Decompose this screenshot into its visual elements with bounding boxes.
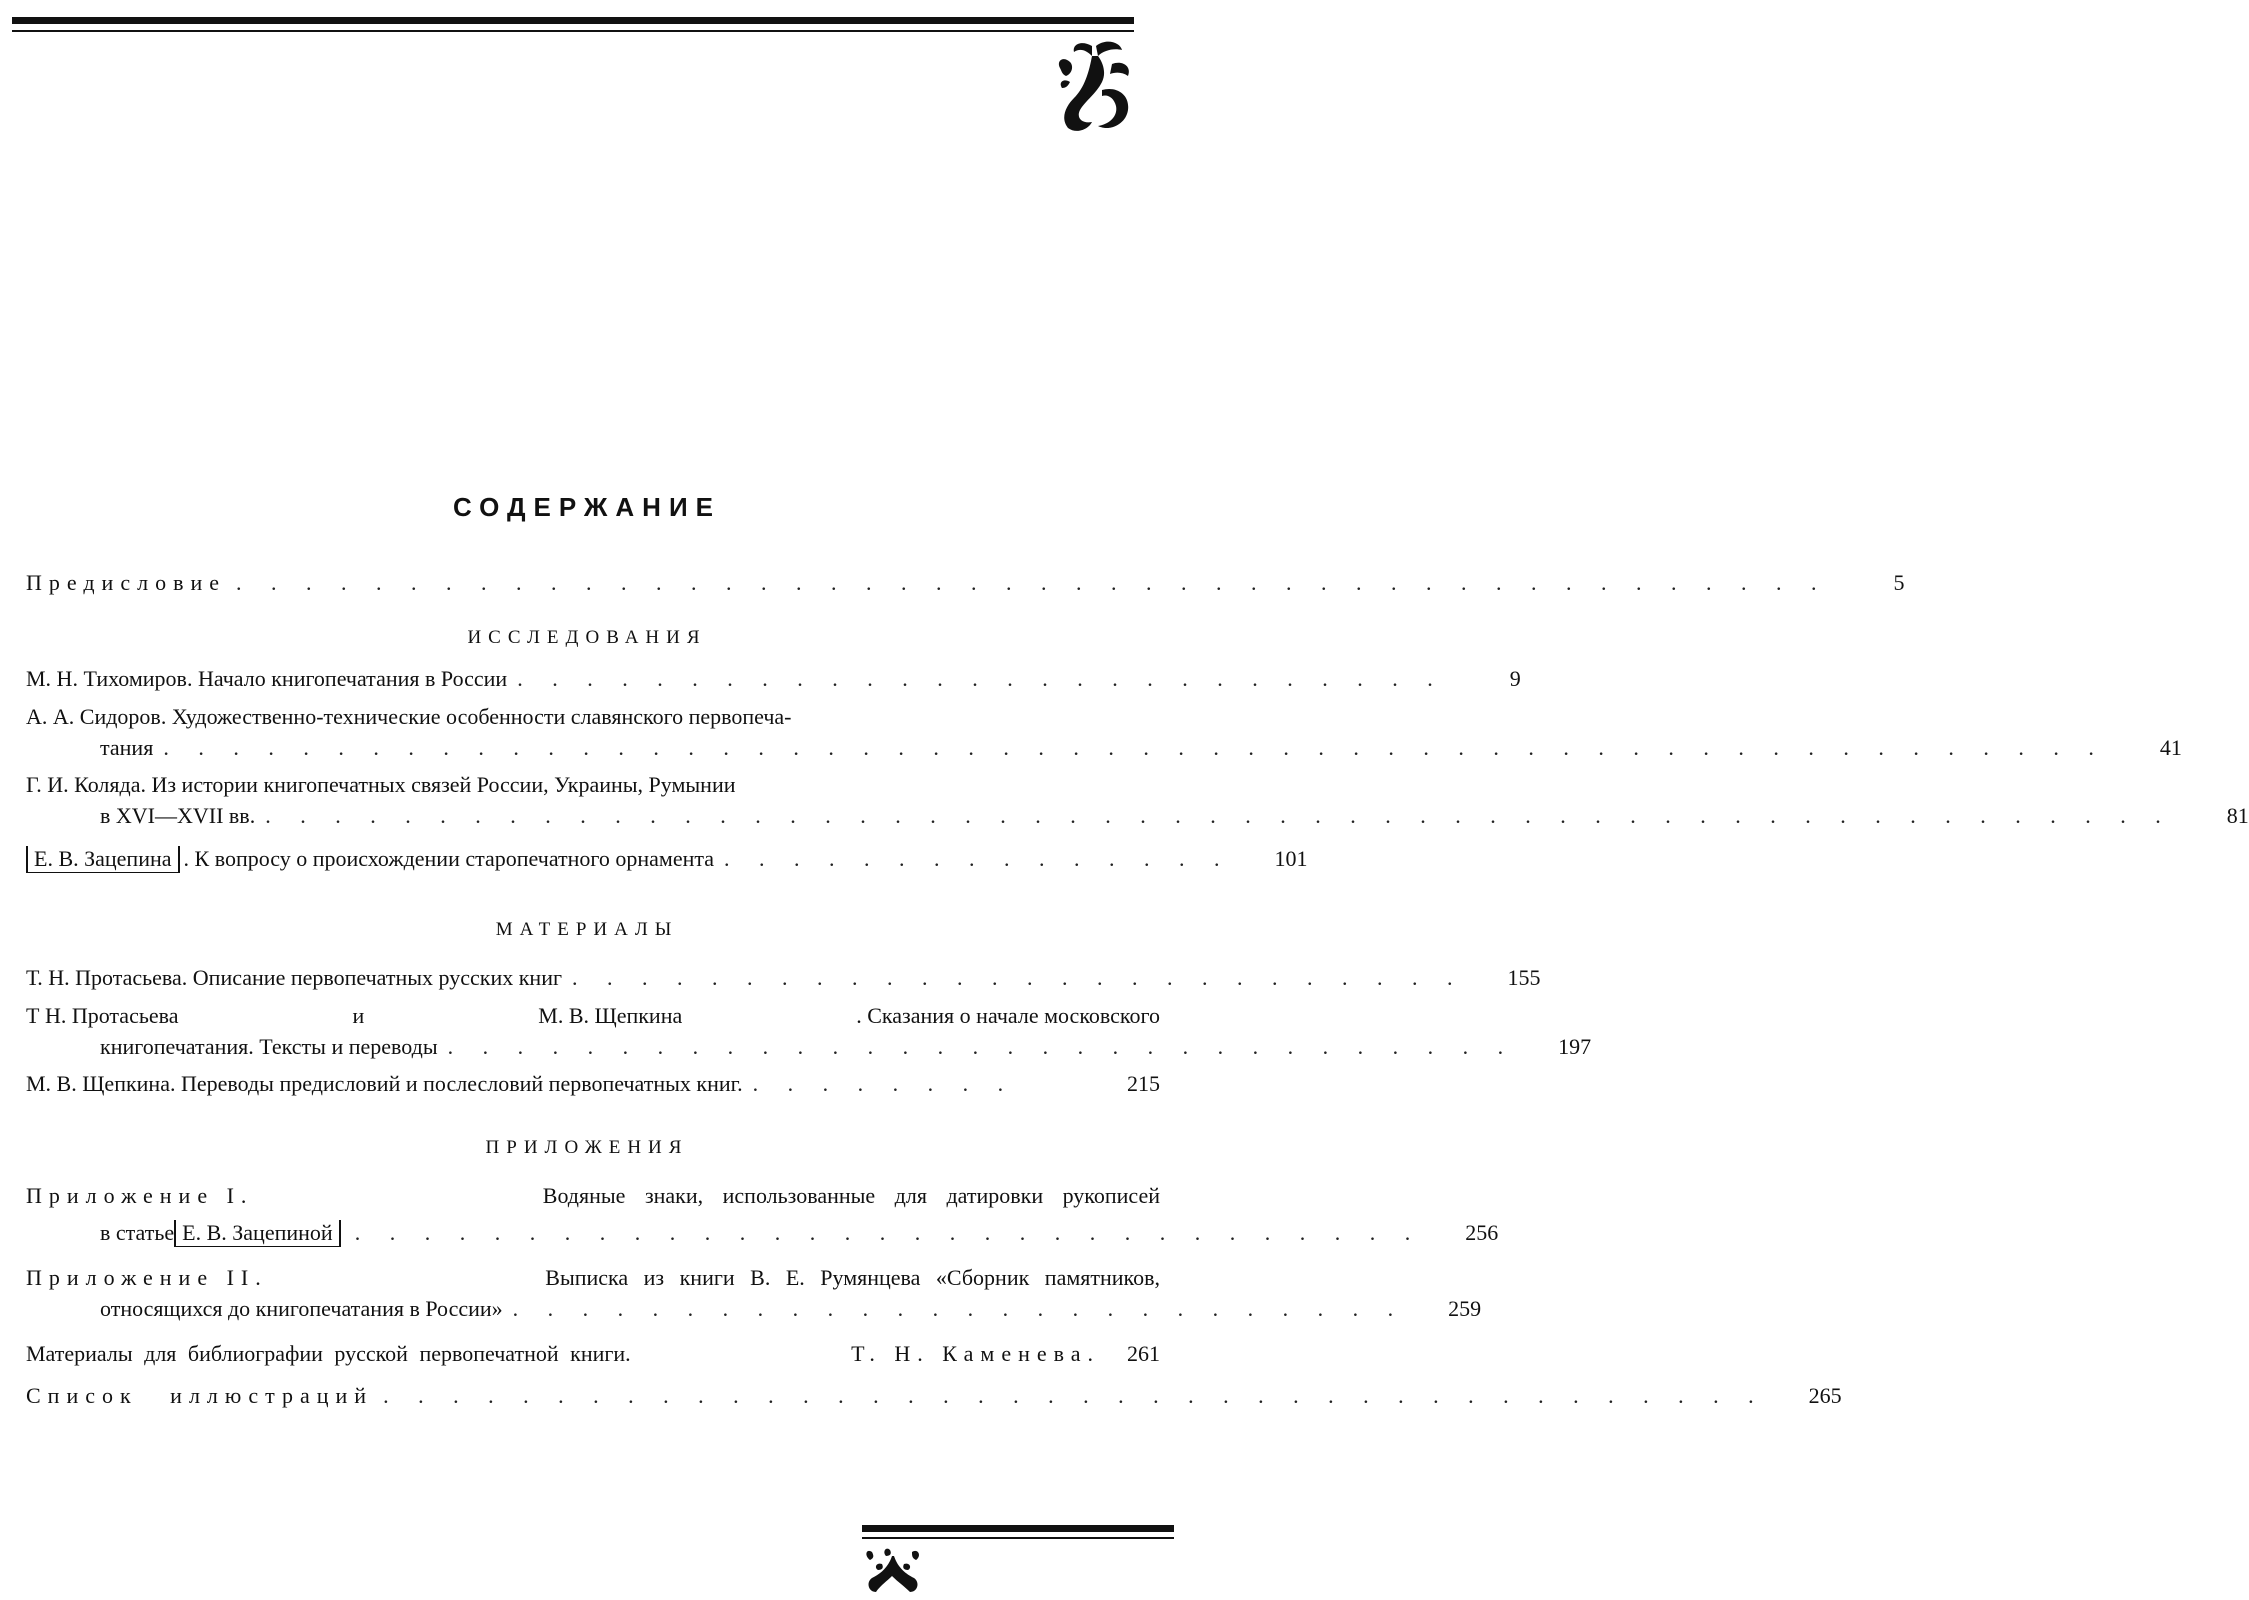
toc-entry-protasyeva[interactable] — [26, 965, 1541, 995]
boxed-author: Е. В. Зацепина — [26, 846, 180, 873]
entry-conjunction: и — [352, 1003, 365, 1028]
leader-dots: . . . . . . . . . . . . . . . . . . . . . . . . . . . — [517, 666, 1445, 691]
toc-entry-bibliography[interactable] — [26, 1341, 1160, 1371]
entry-title: . К вопросу о происхождении старопечатного орнамента — [183, 846, 715, 871]
entry-author-b: М. В. Щепкина — [538, 1003, 683, 1028]
toc-entry-preface[interactable] — [26, 570, 1905, 600]
leader-dots: . . . . . . . . . . . . . . . . . . . . . . . . . . . . . . . . . . . . . . . . . . . . . . . . . . . . . . . — [265, 803, 2173, 828]
entry-title: . Начало книгопечатания в России — [186, 666, 508, 691]
entry-author: Т. Н. Каменева. — [851, 1341, 1100, 1366]
entry-author: Г. И. Коляда — [26, 772, 141, 797]
toc-entry-kolyada-cont[interactable] — [100, 803, 2249, 833]
entry-title: Предисловие — [26, 570, 226, 595]
page-number: 261 — [1127, 1341, 1160, 1366]
toc-entry-protasyeva-shchepkina[interactable] — [26, 1003, 1160, 1033]
toc-entry-appendix-1-cont[interactable] — [100, 1220, 1499, 1250]
leader-dots: . . . . . . . . . . . . . . . — [724, 846, 1232, 871]
leader-dots: . . . . . . . . . . . . . . . . . . . . . . . . . . . . . . . — [354, 1220, 1423, 1245]
toc-entry-sidorov[interactable] — [26, 704, 1160, 734]
entry-title: Материалы для библиографии русской первопечатной книги. — [26, 1341, 631, 1366]
toc-entry-protasyeva-shchepkina-cont[interactable] — [100, 1034, 1592, 1064]
entry-title-cont: в XVI—XVII вв. — [100, 803, 256, 828]
toc-entry-illustrations[interactable] — [26, 1383, 1842, 1413]
entry-title-cont: тания — [100, 735, 154, 760]
page-number: 101 — [1274, 846, 1308, 871]
entry-title: Водяные знаки, использованные для датировки рукописей — [542, 1183, 1160, 1208]
bottom-rule-thin — [862, 1537, 1174, 1539]
leader-dots: . . . . . . . . . . . . . . . . . . . . . . . . . . — [572, 965, 1465, 990]
leader-dots: . . . . . . . . . . . . . . . . . . . . . . . . . . . . . . . . . . . . . . . . . . . . . . . . . . . . . . . . — [163, 735, 2106, 760]
boxed-author: Е. В. Зацепиной — [174, 1220, 341, 1247]
leader-dots: . . . . . . . . . . . . . . . . . . . . . . . . . . . . . . . . . . . . . . . . — [383, 1383, 1766, 1408]
page-number: 81 — [2226, 803, 2249, 828]
section-heading-research: ИССЛЕДОВАНИЯ — [467, 627, 707, 648]
top-rule-thin — [12, 30, 1134, 32]
section-heading-materials: МАТЕРИАЛЫ — [495, 919, 679, 940]
page-number: 256 — [1465, 1220, 1499, 1245]
toc-entry-sidorov-cont[interactable] — [100, 735, 2182, 765]
page-number: 9 — [1509, 666, 1521, 691]
entry-label: Приложение II. — [26, 1265, 268, 1290]
entry-author: М. Н. Тихомиров — [26, 666, 187, 691]
entry-title: . Художественно-технические особенности славянского первопеча- — [160, 704, 792, 729]
entry-title-cont: относящихся до книгопечатания в России» — [100, 1296, 503, 1321]
entry-title: Выписка из книги В. Е. Румянцева «Сборник памятников, — [545, 1265, 1160, 1290]
top-rule-thick — [12, 17, 1134, 24]
entry-author: А. А. Сидоров — [26, 704, 161, 729]
entry-author: Т. Н. Протасьева — [26, 965, 182, 990]
entry-title-cont: в статье — [100, 1220, 175, 1245]
entry-title-cont: книгопечатания. Тексты и переводы — [100, 1034, 438, 1059]
page-title: СОДЕРЖАНИЕ — [453, 492, 721, 522]
page-number: 155 — [1507, 965, 1541, 990]
bottom-rule-thick — [862, 1525, 1174, 1532]
section-heading-appendices: ПРИЛОЖЕНИЯ — [485, 1137, 689, 1158]
entry-title: . Из истории книгопечатных связей России, Украины, Румынии — [140, 772, 736, 797]
page-number: 215 — [1127, 1071, 1160, 1096]
entry-title: . Сказания о начале московского — [856, 1003, 1160, 1028]
toc-entry-appendix-2[interactable] — [26, 1265, 1160, 1295]
page-number: 197 — [1558, 1034, 1592, 1059]
entry-title: Список иллюстраций — [26, 1383, 374, 1408]
entry-label: Приложение I. — [26, 1183, 254, 1208]
page-number: 259 — [1448, 1296, 1482, 1321]
toc-entry-kolyada[interactable] — [26, 772, 1160, 802]
leader-dots: . . . . . . . . . . . . . . . . . . . . . . . . . . . . . . . — [447, 1034, 1516, 1059]
toc-entry-shchepkina[interactable] — [26, 1071, 1160, 1101]
page-number: 265 — [1808, 1383, 1842, 1408]
toc-entry-zatsepina[interactable] — [26, 846, 1308, 876]
toc-entry-appendix-1[interactable] — [26, 1183, 1160, 1213]
entry-author-a: Т Н. Протасьева — [26, 1003, 179, 1028]
floral-ornament-icon — [862, 1546, 924, 1596]
leader-dots: . . . . . . . . . . . . . . . . . . . . . . . . . . — [512, 1296, 1406, 1321]
floral-ornament-icon — [1052, 38, 1134, 134]
toc-entry-appendix-2-cont[interactable] — [100, 1296, 1482, 1326]
page-number: 41 — [2159, 735, 2182, 760]
leader-dots: . . . . . . . . — [752, 1071, 1016, 1096]
leader-dots: . . . . . . . . . . . . . . . . . . . . . . . . . . . . . . . . . . . . . . . . . . . . . . — [236, 570, 1829, 595]
entry-title: . Описание первопечатных русских книг — [181, 965, 562, 990]
entry-author: М. В. Щепкина — [26, 1071, 170, 1096]
page-number: 5 — [1893, 570, 1905, 595]
toc-entry-tikhomirov[interactable] — [26, 666, 1521, 696]
entry-title: . Переводы предисловий и послесловий первопечатных книг. — [169, 1071, 743, 1096]
